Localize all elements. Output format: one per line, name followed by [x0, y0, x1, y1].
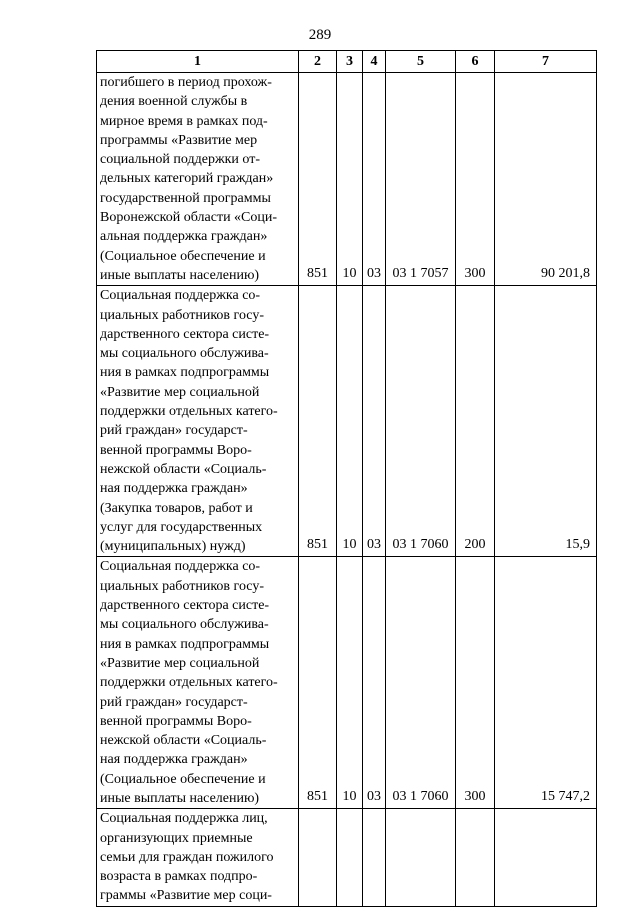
header-col-2: 2 [299, 51, 337, 73]
description-line: ния в рамках подпрограммы [100, 636, 270, 652]
description-line: дарственного сектора систе- [100, 326, 270, 342]
table-row [97, 73, 597, 286]
description-line: (муниципальных) нужд) [100, 539, 246, 555]
description-line: ная поддержка граждан» [100, 481, 248, 497]
header-col-6: 6 [456, 51, 495, 73]
description-line: программы «Развитие мер [100, 132, 258, 148]
row-amount: 90 201,8 [495, 73, 597, 286]
row-section-code: 10 [337, 286, 363, 557]
description-line: Социальная поддержка лиц, [100, 811, 268, 827]
description-line: возраста в рамках подпро- [100, 869, 258, 885]
table-row [97, 557, 597, 809]
description-line: рий граждан» государст- [100, 694, 248, 710]
description-line: Воронежской области «Соци- [100, 210, 278, 226]
description-line: Социальная поддержка со- [100, 559, 261, 575]
header-col-1: 1 [97, 51, 299, 73]
description-line: рий граждан» государст- [100, 423, 248, 439]
row-expense-type: 300 [456, 557, 495, 809]
description-line: ная поддержка граждан» [100, 752, 248, 768]
description-line: граммы «Развитие мер соци- [100, 888, 272, 904]
description-line: (Закупка товаров, работ и [100, 500, 253, 516]
row-description [97, 286, 299, 557]
description-line: нежской области «Социаль- [100, 461, 267, 477]
row-description [97, 557, 299, 809]
row-target-article [386, 809, 456, 906]
description-line: организующих приемные [100, 830, 253, 846]
row-description [97, 73, 299, 286]
description-line: социальной поддержки от- [100, 152, 261, 168]
description-line: (Социальное обеспечение и [100, 248, 266, 264]
description-line: «Развитие мер социальной [100, 384, 260, 400]
description-line: государственной программы [100, 190, 271, 206]
row-section-code: 10 [337, 73, 363, 286]
table-row [97, 809, 597, 906]
description-line: услуг для государственных [100, 519, 263, 535]
description-line: венной программы Воро- [100, 442, 252, 458]
header-col-3: 3 [337, 51, 363, 73]
row-expense-type: 300 [456, 73, 495, 286]
row-amount: 15,9 [495, 286, 597, 557]
description-line: поддержки отдельных катего- [100, 675, 278, 691]
row-description [97, 809, 299, 906]
description-line: ния в рамках подпрограммы [100, 365, 270, 381]
description-line: циальных работников госу- [100, 307, 264, 323]
row-subsection-code: 03 [363, 286, 386, 557]
row-ministry-code: 851 [299, 557, 337, 809]
description-line: поддержки отдельных катего- [100, 404, 278, 420]
description-line: Социальная поддержка со- [100, 288, 261, 304]
description-line: мы социального обслужива- [100, 617, 269, 633]
description-line: (Социальное обеспечение и [100, 771, 266, 787]
description-line: дельных категорий граждан» [100, 171, 274, 187]
row-amount: 15 747,2 [495, 557, 597, 809]
row-ministry-code: 851 [299, 73, 337, 286]
row-ministry-code: 851 [299, 286, 337, 557]
header-col-4: 4 [363, 51, 386, 73]
description-line: циальных работников госу- [100, 578, 264, 594]
header-col-5: 5 [386, 51, 456, 73]
description-line: иные выплаты населению) [100, 267, 260, 283]
row-expense-type [456, 809, 495, 906]
description-line: альная поддержка граждан» [100, 229, 268, 245]
description-line: мы социального обслужива- [100, 346, 269, 362]
table-body [97, 73, 597, 907]
budget-table [96, 50, 597, 907]
description-line: иные выплаты населению) [100, 790, 260, 806]
description-line: дарственного сектора систе- [100, 598, 270, 614]
description-line: нежской области «Социаль- [100, 733, 267, 749]
row-subsection-code: 03 [363, 557, 386, 809]
header-row [97, 51, 597, 73]
row-ministry-code [299, 809, 337, 906]
row-target-article: 03 1 7060 [386, 286, 456, 557]
table-row [97, 286, 597, 557]
row-subsection-code: 03 [363, 73, 386, 286]
row-amount [495, 809, 597, 906]
table-header [97, 51, 597, 73]
row-target-article: 03 1 7060 [386, 557, 456, 809]
description-line: мирное время в рамках под- [100, 113, 268, 129]
description-line: венной программы Воро- [100, 713, 252, 729]
row-section-code: 10 [337, 557, 363, 809]
description-line: погибшего в период прохож- [100, 75, 272, 90]
header-col-7: 7 [495, 51, 597, 73]
row-expense-type: 200 [456, 286, 495, 557]
row-section-code [337, 809, 363, 906]
page-number: 289 [308, 27, 332, 43]
row-subsection-code [363, 809, 386, 906]
description-line: «Развитие мер социальной [100, 655, 260, 671]
row-target-article: 03 1 7057 [386, 73, 456, 286]
description-line: дения военной службы в [100, 94, 248, 110]
description-line: семьи для граждан пожилого [100, 849, 274, 865]
